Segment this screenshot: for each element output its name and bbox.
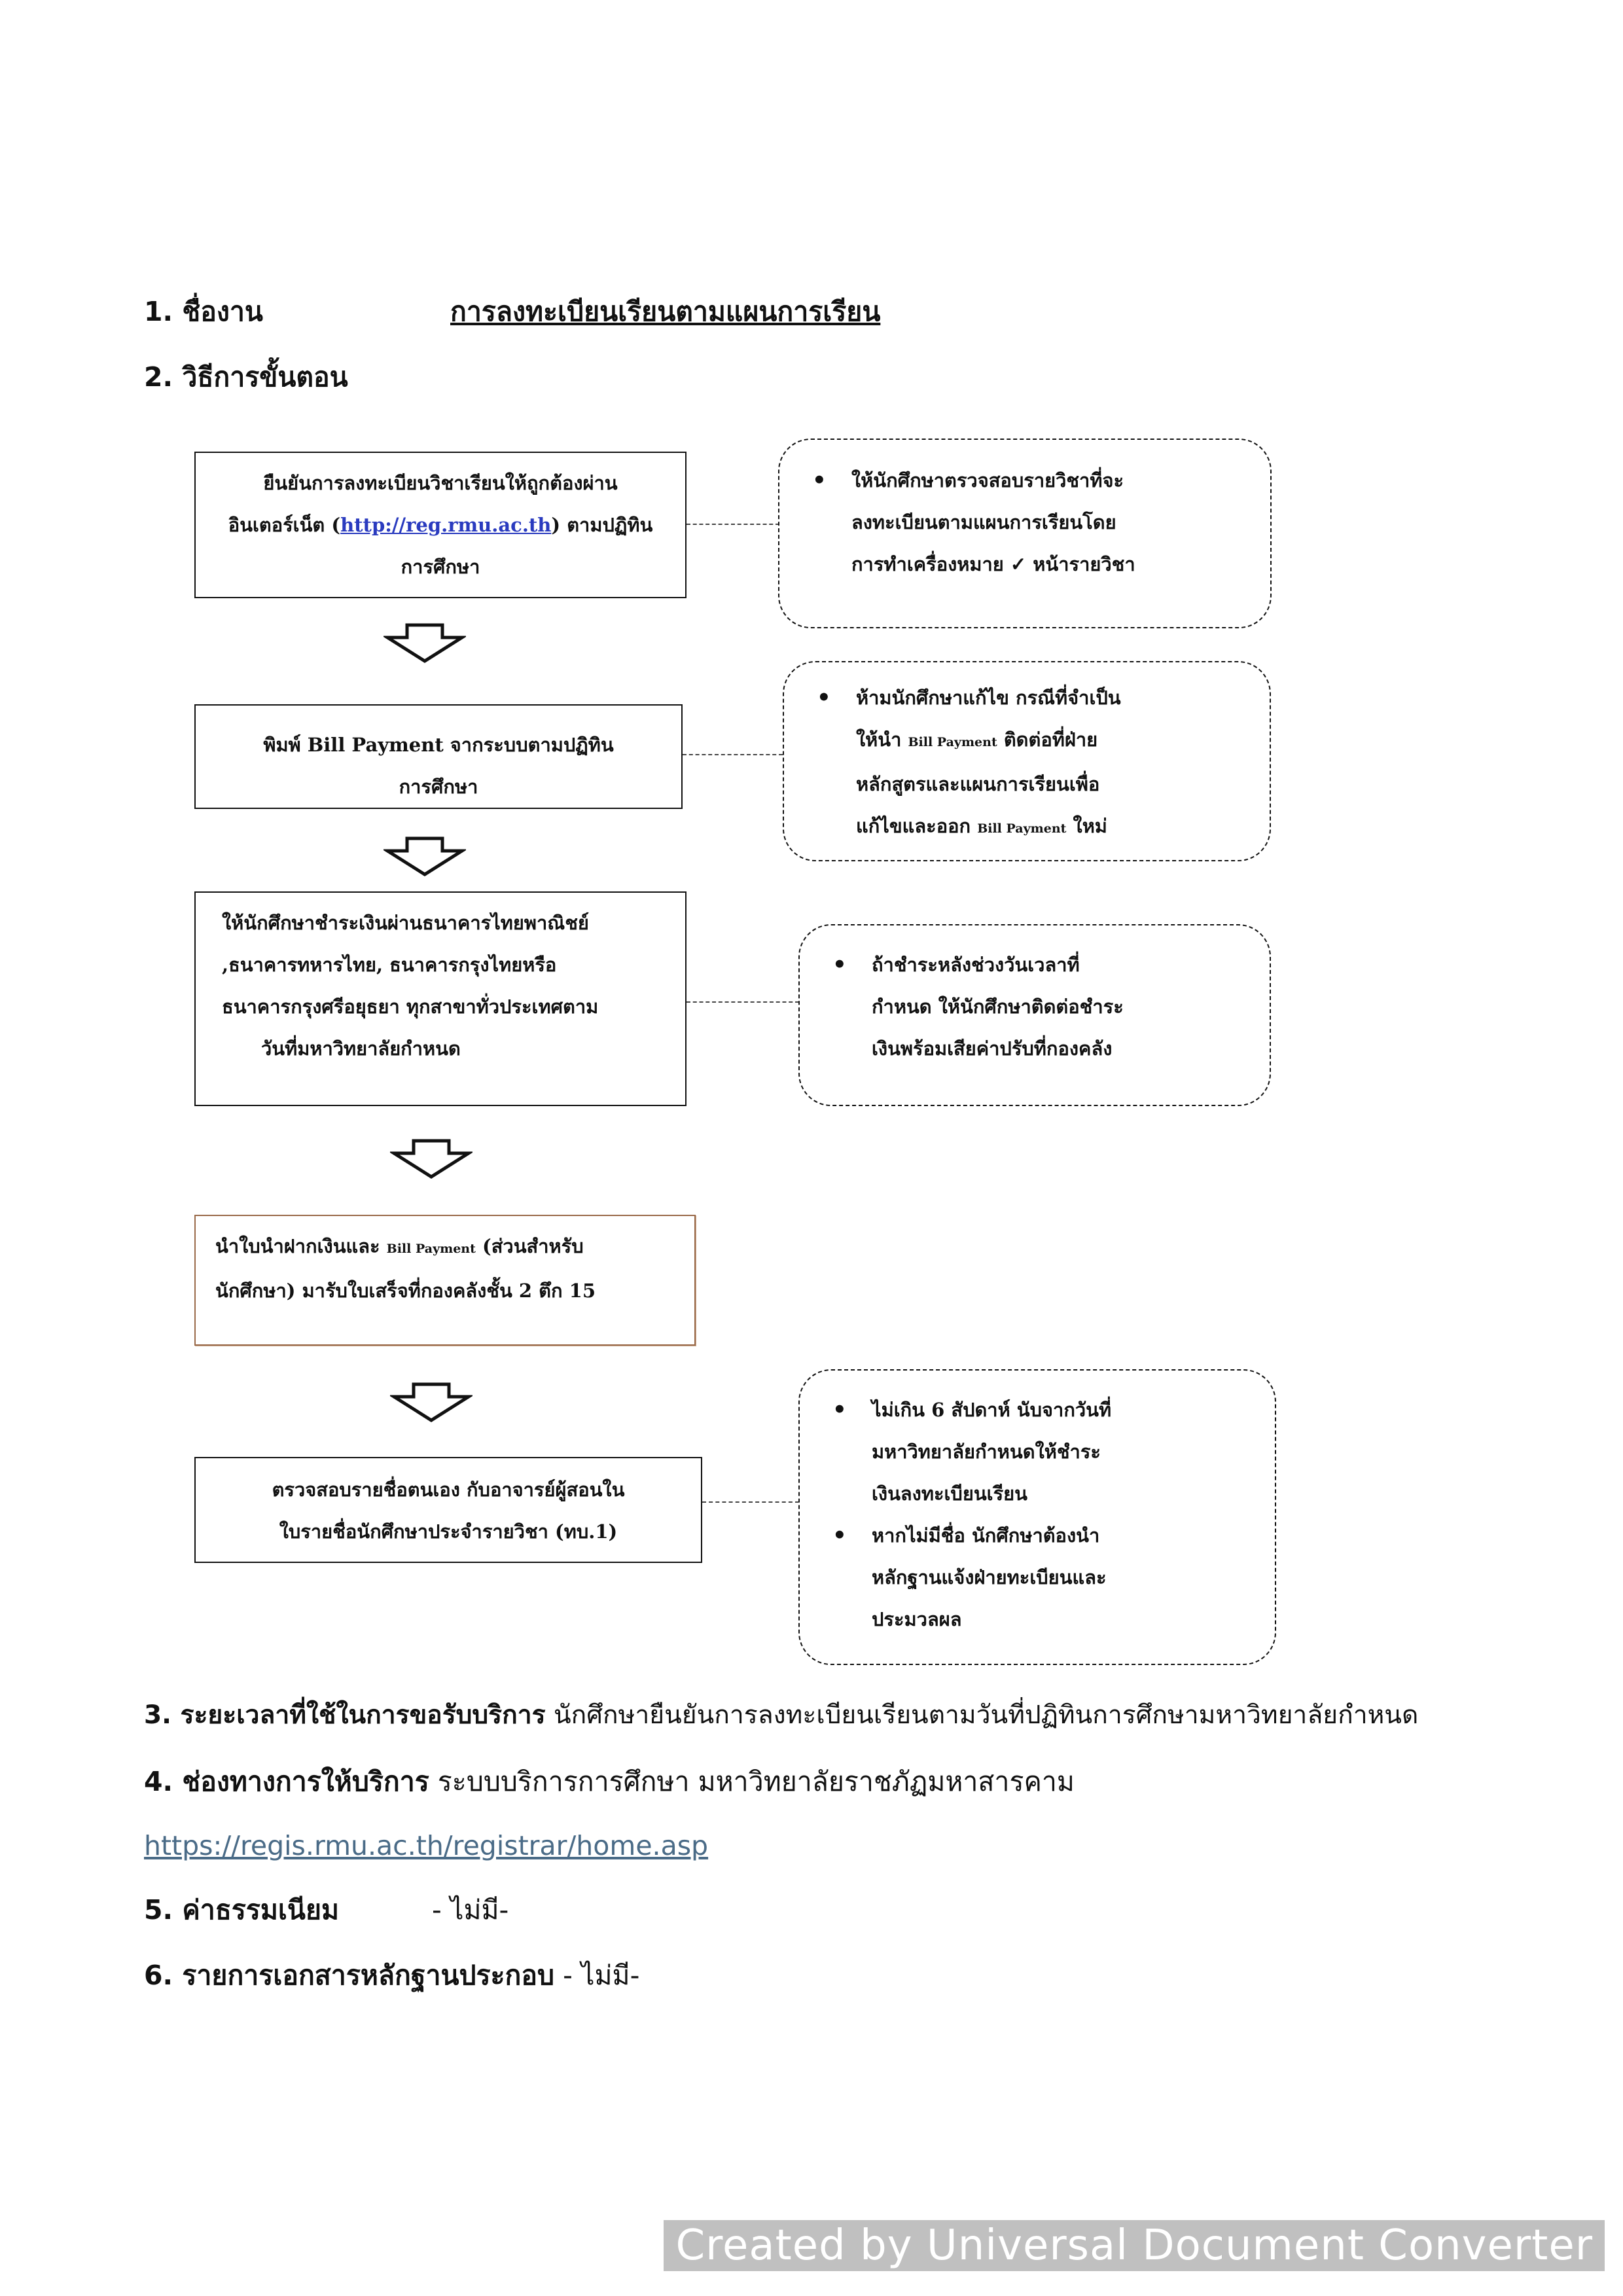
flow-step-pay-bank [194, 891, 687, 1106]
step1-line1: ยืนยันการลงทะเบียนวิชาเรียนให้ถูกต้องผ่าน [263, 472, 618, 494]
note5-item2-line1: • หากไม่มีชื่อ นักศึกษาต้องนำ [872, 1524, 1100, 1547]
note1-line3: การทำเครื่องหมาย ✓ หน้ารายวิชา [851, 553, 1135, 575]
section-6-label: 6. รายการเอกสารหลักฐานประกอบ [144, 1960, 555, 1991]
converter-watermark: Created by Universal Document Converter [664, 2220, 1605, 2271]
step5-line1: ตรวจสอบรายชื่อตนเอง กับอาจารย์ผู้สอนใน [272, 1479, 625, 1501]
down-arrow-icon [390, 1382, 473, 1423]
note5-item-2 [872, 1515, 1249, 1640]
step3-line2: ,ธนาคารทหารไทย, ธนาคารกรุงไทยหรือ [222, 954, 557, 976]
note2-line4a: แก้ไขและออก [856, 815, 978, 837]
section-4-label: 4. ช่องทางการให้บริการ [144, 1766, 429, 1797]
note3-line1: • ถ้าชำระหลังช่วงวันเวลาที่ [872, 954, 1080, 976]
note2-bill-payment: Bill Payment [908, 735, 997, 749]
step4-line1 [215, 1225, 677, 1270]
note2-item [856, 677, 1243, 850]
flow-note-no-edit [783, 661, 1271, 861]
section-3-text: นักศึกษายืนยันการลงทะเบียนเรียนตามวันที่ปฏิทินการศึกษามหาวิทยาลัยกำหนด [545, 1700, 1419, 1730]
down-arrow-icon [383, 836, 466, 877]
step4-line1b: (ส่วนสำหรับ [475, 1235, 584, 1257]
connector-2 [683, 754, 783, 755]
section-4 [144, 1766, 1075, 1798]
note5-item-1 [872, 1389, 1249, 1515]
note1-item [851, 459, 1244, 585]
section-6-value: - ไม่มี- [554, 1960, 640, 1991]
document-title: การลงทะเบียนเรียนตามแผนการเรียน [450, 296, 881, 327]
note2-line4b: ใหม่ [1066, 815, 1107, 837]
note5-item2-line2: หลักฐานแจ้งฝ่ายทะเบียนและ [872, 1566, 1107, 1588]
note2-bill-payment-2: Bill Payment [977, 821, 1067, 836]
section-5-label: 5. ค่าธรรมเนียม [144, 1894, 340, 1926]
note3-line2: กำหนด ให้นักศึกษาติดต่อชำระ [872, 996, 1124, 1018]
flow-step-confirm-registration [194, 452, 687, 598]
note3-item [872, 944, 1243, 1069]
step4-bill-payment: Bill Payment [386, 1242, 476, 1256]
step1-line3: การศึกษา [401, 556, 480, 578]
step3-line4: วันที่มหาวิทยาลัยกำหนด [261, 1037, 461, 1060]
connector-5 [702, 1501, 799, 1503]
flow-note-late-payment [798, 924, 1271, 1106]
step3-line3: ธนาคารกรุงศรีอยุธยา ทุกสาขาทั่วประเทศตาม [222, 996, 599, 1018]
flow-step-check-name [194, 1457, 702, 1563]
section-2-label: 2. วิธีการขั้นตอน [144, 361, 348, 393]
flow-step-print-bill [194, 704, 683, 809]
flow-note-check-subjects [778, 439, 1272, 628]
section-4-text: ระบบบริการการศึกษา มหาวิทยาลัยราชภัฏมหาสารคาม [429, 1766, 1075, 1797]
note5-item1-line2: มหาวิทยาลัยกำหนดให้ชำระ [872, 1441, 1101, 1463]
note5-item1-line1: • ไม่เกิน 6 สัปดาห์ นับจากวันที่ [872, 1399, 1112, 1421]
flow-step-receive-receipt [194, 1215, 696, 1346]
connector-1 [687, 524, 779, 525]
step5-line2: ใบรายชื่อนักศึกษาประจำรายวิชา (ทบ.1) [279, 1520, 618, 1543]
note2-line2 [856, 719, 1243, 763]
section-5 [144, 1894, 339, 1926]
step3-line1: ให้นักศึกษาชำระเงินผ่านธนาคารไทยพาณิชย์ [222, 912, 589, 934]
reg-link[interactable]: http://reg.rmu.ac.th [340, 514, 552, 536]
step4-line2: นักศึกษา) มารับใบเสร็จที่กองคลังชั้น 2 ตึก 15 [215, 1280, 596, 1302]
section-5-value: - ไม่มี- [432, 1894, 509, 1926]
down-arrow-icon [390, 1139, 473, 1179]
step1-line2b: ) ตามปฏิทิน [551, 514, 653, 536]
step1-line2a: อินเตอร์เน็ต ( [228, 514, 341, 536]
step2-line1: พิมพ์ Bill Payment จากระบบตามปฏิทิน [263, 734, 614, 756]
section-3-label: 3. ระยะเวลาที่ใช้ในการขอรับบริการ [144, 1700, 546, 1730]
note1-line2: ลงทะเบียนตามแผนการเรียนโดย [851, 511, 1116, 533]
note2-line2b: ติดต่อที่ฝ่าย [997, 728, 1098, 751]
section-3 [144, 1700, 1418, 1731]
section-1-label: 1. ชื่องาน [144, 296, 263, 327]
registrar-link[interactable]: https://regis.rmu.ac.th/registrar/home.asp [144, 1830, 709, 1861]
note2-line1: • ห้ามนักศึกษาแก้ไข กรณีที่จำเป็น [856, 687, 1121, 709]
flow-note-deadline [798, 1369, 1276, 1665]
step4-line1a: นำใบนำฝากเงินและ [215, 1235, 387, 1257]
step1-line2 [213, 504, 668, 546]
step2-line2: การศึกษา [399, 776, 478, 798]
note5-item1-line3: เงินลงทะเบียนเรียน [872, 1482, 1027, 1505]
note2-line4 [856, 805, 1243, 850]
note2-line2a: ให้นำ [856, 728, 908, 751]
note3-line3: เงินพร้อมเสียค่าปรับที่กองคลัง [872, 1037, 1113, 1060]
note2-line3: หลักสูตรและแผนการเรียนเพื่อ [856, 773, 1100, 795]
connector-3 [687, 1001, 799, 1003]
down-arrow-icon [383, 623, 466, 664]
note1-line1: • ให้นักศึกษาตรวจสอบรายวิชาที่จะ [851, 469, 1124, 492]
note5-item2-line3: ประมวลผล [872, 1608, 962, 1630]
section-6 [144, 1960, 639, 1992]
